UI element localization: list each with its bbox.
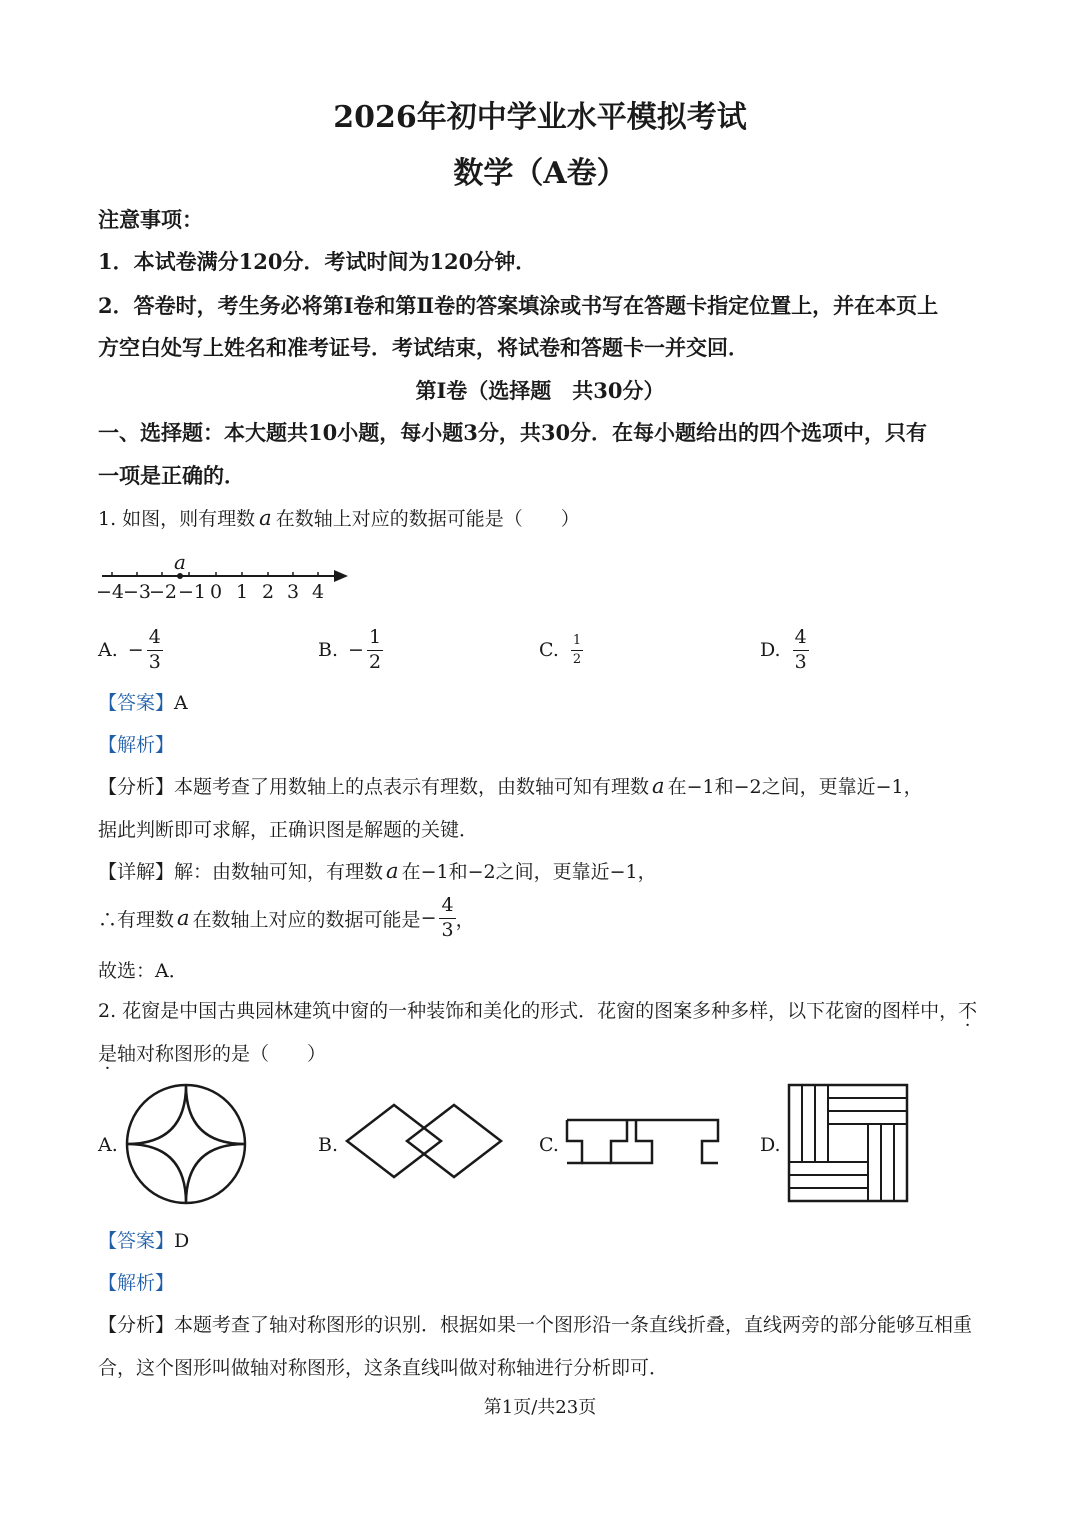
q2-option-c-label[interactable]: C. [539,1134,559,1156]
frac-num: 1 [367,628,383,651]
xiangjie-text: 和 [448,861,468,883]
left-rhombus [347,1105,441,1177]
meander-pattern [567,1120,718,1163]
q1-xiangjie [98,857,657,884]
xiangjie-math: −2 [467,861,496,883]
fenxi-tag: 【分析】 [98,1314,175,1336]
fenxi-text: 之间，更靠近 [761,776,876,798]
option-sign: − [127,639,144,661]
option-sign: − [348,639,364,661]
answer-value: A [174,692,188,714]
notice-item-1: 1．本试卷满分120分．考试时间为120分钟． [98,249,537,274]
tick-label: −1 [177,581,207,603]
var-a: a [652,774,665,798]
tick-label: −3 [122,581,152,603]
section-heading: 第Ⅰ卷（选择题 共30分） [415,378,665,403]
xiangjie-text: ， [637,861,657,883]
q1-choose: 故选：A． [98,960,188,982]
q2-figure-b[interactable] [344,1102,504,1180]
q1-answer [98,688,188,715]
q1-stem-pre: 1. 如图，则有理数 [98,508,256,530]
q2-option-a-label[interactable]: A. [98,1134,118,1156]
window-circle [127,1085,245,1203]
frac-num: 4 [793,628,809,651]
tick-label: 0 [209,581,223,603]
q1-number-line [96,550,366,606]
xiangjie-text: 在 [401,861,421,883]
q2-jiexi-tag: 【解析】 [98,1272,175,1294]
option-fraction [367,625,383,673]
page-number: 第1页/共23页 [483,1397,597,1418]
q2-stem-line-2 [98,1039,326,1066]
fenxi-math: −1 [686,776,715,798]
q2-figure-a[interactable] [124,1082,248,1206]
tick-label: −4 [96,581,125,603]
fenxi-math: −2 [733,776,762,798]
option-letter: B. [318,639,339,661]
q1-stem [98,504,580,531]
answer-tag: 【答案】 [98,692,175,714]
section-instruction-line-2: 一项是正确的． [98,463,245,488]
tick-label: 1 [235,581,249,603]
q2-figure-d[interactable] [786,1082,910,1204]
therefore-text: ∴有理数 [98,908,175,931]
xiangjie-tag: 【详解】 [98,861,175,883]
option-letter: A. [98,639,118,661]
number-line-arrow [334,570,348,582]
q2-option-b-label[interactable]: B. [318,1134,339,1156]
q2-fenxi-line-2: 合，这个图形叫做轴对称图形，这条直线叫做对称轴进行分析即可． [98,1357,669,1379]
answer-value: D [174,1230,190,1252]
inner-bars [789,1085,907,1201]
q1-stem-post: 在数轴上对应的数据可能是（ ） [275,508,580,530]
section-instruction-line-1: 一、选择题：本大题共10小题，每小题3分，共30分．在每小题给出的四个选项中，只有 [98,420,928,445]
exam-subtitle: 数学（A卷） [453,156,627,191]
q2-stem-text: 轴对称图形的是（ ） [117,1043,327,1065]
q1-therefore [98,890,475,946]
q2-fenxi-line-1 [98,1310,972,1337]
therefore-text: 在数轴上对应的数据可能是 [192,908,421,931]
notice-item-2-line-2: 方空白处写上姓名和准考证号．考试结束，将试卷和答题卡一并交回． [98,335,749,360]
q1-option-a[interactable] [98,622,163,678]
frac-den: 3 [441,918,454,941]
option-fraction [793,625,809,673]
fenxi-math: −1 [875,776,904,798]
therefore-fraction [439,893,455,941]
q2-stem-line-1 [98,996,977,1023]
option-letter: D. [760,639,781,661]
right-rhombus [407,1105,501,1177]
frac-num: 4 [147,628,163,651]
tick-label: 3 [286,581,300,603]
xiangjie-text: 解：由数轴可知，有理数 [174,861,384,883]
fenxi-text: 和 [714,776,734,798]
q2-answer [98,1226,189,1253]
tick-label: 4 [311,581,325,603]
var-a: a [386,859,399,883]
q2-option-d-label[interactable]: D. [760,1134,781,1156]
xiangjie-math: −1 [609,861,638,883]
therefore-sign: − [420,907,437,929]
q1-var: a [259,506,272,530]
notice-item-2-line-1: 2．答卷时，考生务必将第Ⅰ卷和第Ⅱ卷的答案填涂或书写在答题卡指定位置上，并在本页上 [98,293,939,318]
fenxi-text: ， [903,776,923,798]
frac-den: 3 [794,650,807,673]
q2-emphasis: 不 [958,1000,978,1022]
q2-emphasis: 是 [98,1043,118,1065]
frac-num: 4 [439,896,455,919]
fenxi-tag: 【分析】 [98,776,175,798]
xiangjie-text: 之间，更靠近 [495,861,610,883]
fenxi-text: 本题考查了轴对称图形的识别．根据如果一个图形沿一条直线折叠，直线两旁的部分能够互相重 [174,1314,973,1336]
option-fraction [147,625,163,673]
outer-frame [789,1085,907,1201]
option-fraction [571,634,583,666]
q2-figure-c[interactable] [564,1117,724,1169]
point-a-label: a [174,550,186,574]
notice-heading: 注意事项： [98,207,203,232]
fenxi-text: 在 [667,776,687,798]
answer-tag: 【答案】 [98,1230,175,1252]
therefore-end: ， [455,908,475,931]
q1-jiexi-tag: 【解析】 [98,734,175,756]
q2-stem-text: 2. 花窗是中国古典园林建筑中窗的一种装饰和美化的形式．花窗的图案多种多样，以下花窗的图样中， [98,1000,959,1022]
frac-den: 2 [572,651,582,667]
exam-title: 2026年初中学业水平模拟考试 [333,100,747,135]
tick-label: −2 [148,581,178,603]
q1-fenxi-line-2: 据此判断即可求解，正确识图是解题的关键． [98,819,479,841]
xiangjie-math: −1 [420,861,449,883]
q1-option-c[interactable] [539,622,583,678]
frac-den: 3 [148,650,161,673]
option-letter: C. [539,639,559,661]
q1-fenxi-line-1 [98,772,923,799]
tick-label: 2 [261,581,275,603]
frac-den: 2 [368,650,382,673]
q1-option-b[interactable] [318,622,383,678]
frac-num: 1 [571,634,583,651]
q1-option-d[interactable] [760,622,809,678]
fenxi-text: 本题考查了用数轴上的点表示有理数，由数轴可知有理数 [174,776,650,798]
var-a: a [177,906,190,930]
